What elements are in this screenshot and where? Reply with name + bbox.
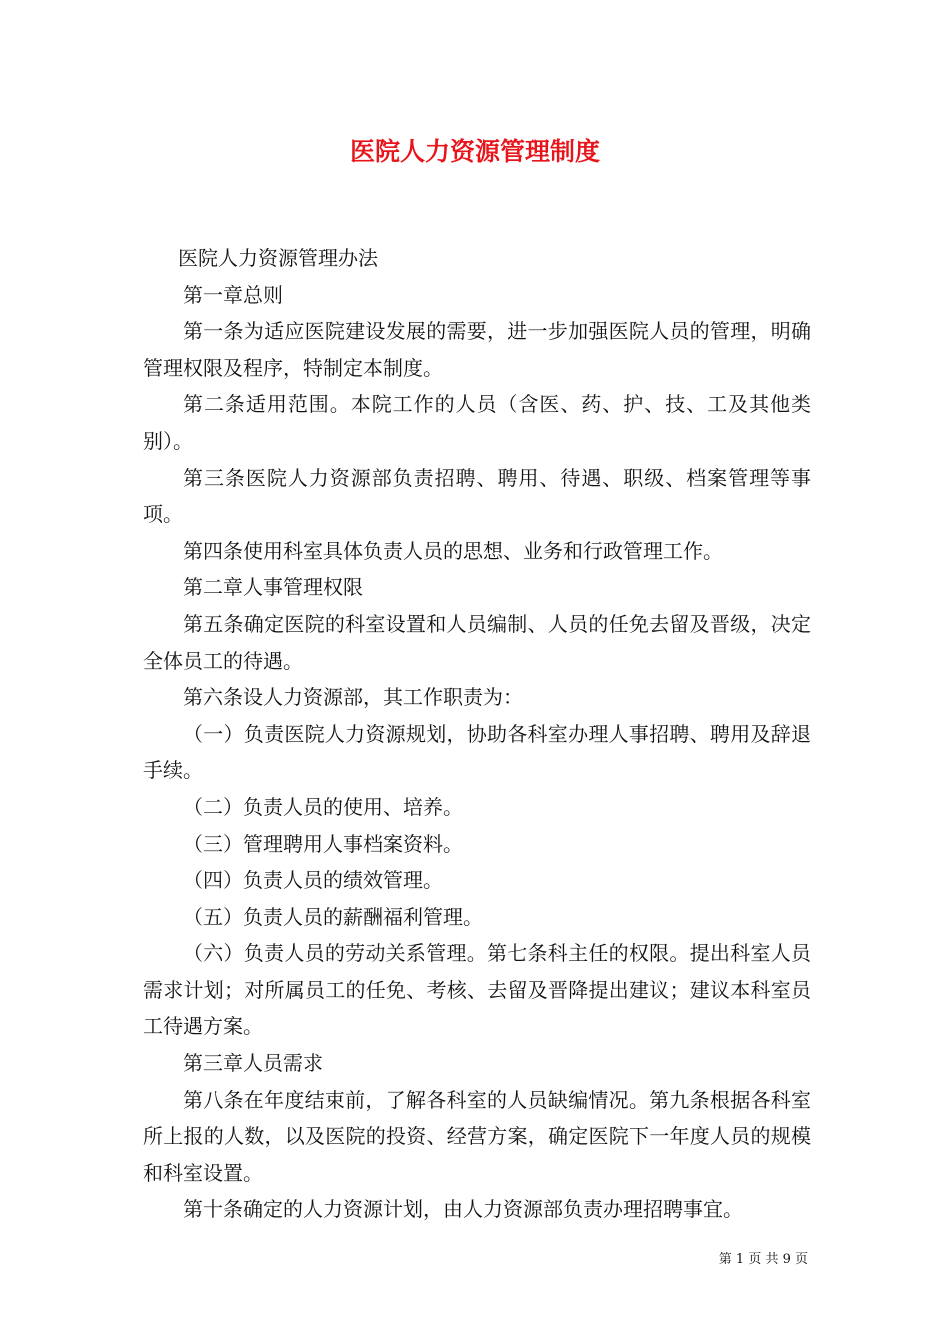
paragraph-article-6: 第六条设人力资源部，其工作职责为： xyxy=(183,685,523,710)
paragraph-article-8-9: 第八条在年度结束前，了解各科室的人员缺编情况。第九条根据各科室所上报的人数，以及医院的投资、经营方案，确定医院下一年度人员的规模和科室设置。 xyxy=(143,1087,811,1185)
page-number: 第 1 页 共 9 页 xyxy=(718,1252,808,1267)
paragraph-article-4: 第四条使用科室具体负责人员的思想、业务和行政管理工作。 xyxy=(183,538,723,563)
paragraph-item-6: （六）负责人员的劳动关系管理。第七条科主任的权限。提出科室人员需求计划；对所属员工的任免、考核、去留及晋降提出建议；建议本科室员工待遇方案。 xyxy=(143,941,811,1039)
paragraph-subtitle: 医院人力资源管理办法 xyxy=(178,246,378,270)
document-body xyxy=(143,240,811,1228)
document-title: 医院人力资源管理制度 xyxy=(349,137,600,166)
paragraph-article-10: 第十条确定的人力资源计划，由人力资源部负责办理招聘事宜。 xyxy=(183,1197,743,1222)
paragraph-item-4: （四）负责人员的绩效管理。 xyxy=(183,868,443,893)
paragraph-chapter-1: 第一章总则 xyxy=(183,282,283,307)
paragraph-article-5: 第五条确定医院的科室设置和人员编制、人员的任免去留及晋级，决定全体员工的待遇。 xyxy=(143,611,811,673)
paragraph-item-5: （五）负责人员的薪酬福利管理。 xyxy=(183,904,483,929)
paragraph-item-2: （二）负责人员的使用、培养。 xyxy=(183,794,463,819)
paragraph-chapter-3: 第三章人员需求 xyxy=(183,1051,323,1076)
paragraph-article-1: 第一条为适应医院建设发展的需要，进一步加强医院人员的管理，明确管理权限及程序，特制定本制度。 xyxy=(143,319,811,380)
paragraph-chapter-2: 第二章人事管理权限 xyxy=(183,575,363,600)
paragraph-item-1: （一）负责医院人力资源规划，协助各科室办理人事招聘、聘用及辞退手续。 xyxy=(143,721,811,783)
paragraph-item-3: （三）管理聘用人事档案资料。 xyxy=(183,831,463,856)
paragraph-article-2: 第二条适用范围。本院工作的人员（含医、药、护、技、工及其他类别）。 xyxy=(143,392,811,453)
paragraph-article-3: 第三条医院人力资源部负责招聘、聘用、待遇、职级、档案管理等事项。 xyxy=(143,465,811,527)
